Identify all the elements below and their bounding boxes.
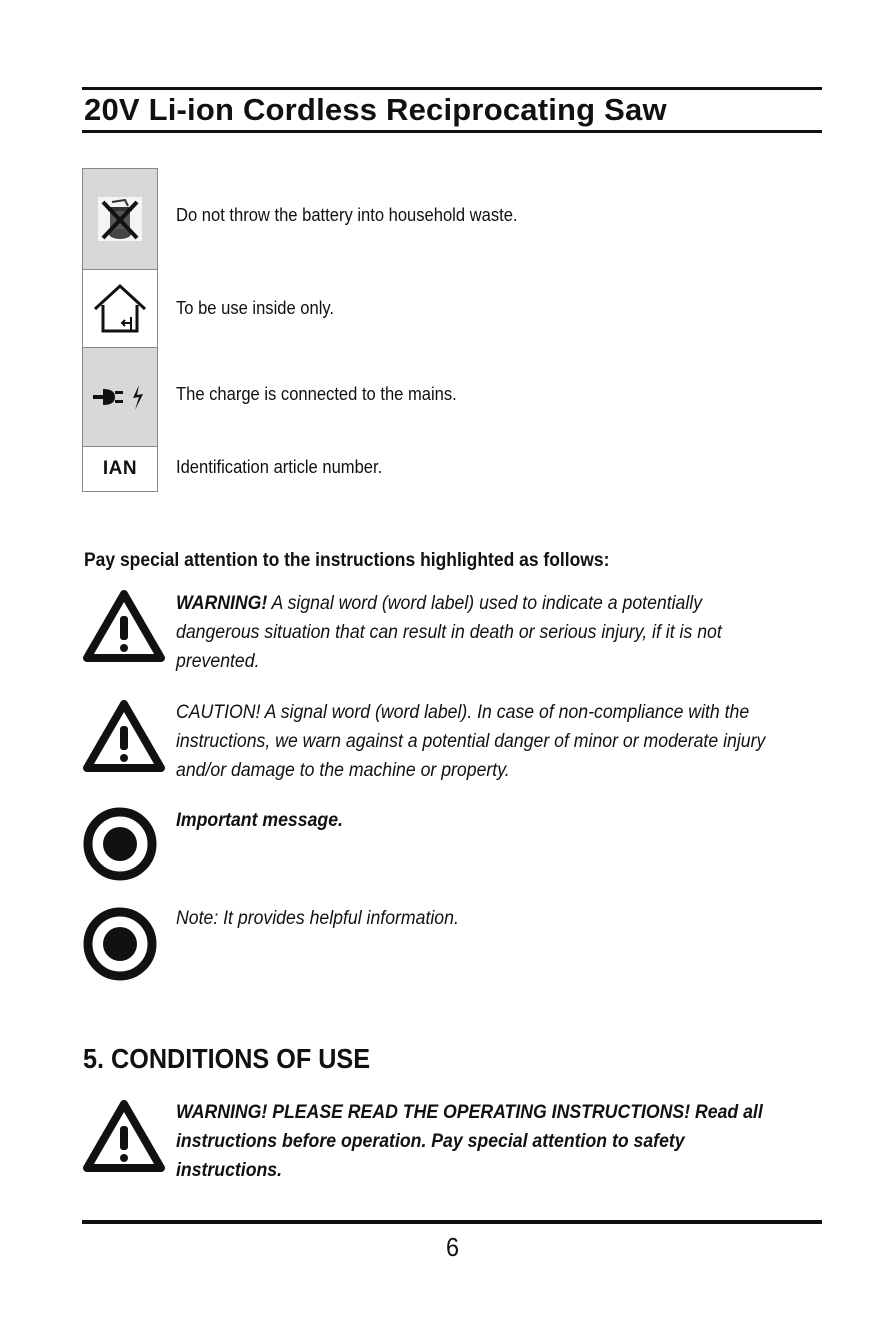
warning-triangle-icon (82, 588, 166, 662)
conditions-warning: WARNING! PLEASE READ THE OPERATING INSTRUCTIONS! Read all instructions before operation. Pay special attention to safety instructions. (176, 1102, 763, 1181)
info-circle-icon (82, 806, 158, 882)
bottom-rule (82, 1220, 822, 1224)
symbol-cell-bin (83, 169, 157, 270)
symbol-description: To be use inside only. (176, 298, 335, 318)
important-notice (176, 806, 790, 835)
crossed-out-bin-icon (95, 194, 145, 244)
section-heading: 5. CONDITIONS OF USE (83, 1043, 371, 1074)
symbol-cell-house (83, 270, 157, 348)
attention-heading: Pay special attention to the instructions highlighted as follows: (84, 550, 610, 571)
document-title: 20V Li-ion Cordless Reciprocating Saw (84, 92, 667, 127)
top-rule (82, 87, 822, 90)
indoor-house-icon (92, 283, 148, 335)
symbol-table (82, 168, 158, 492)
page-number: 6 (445, 1232, 460, 1262)
symbol-cell-ian (83, 447, 157, 492)
title-rule (82, 130, 822, 133)
caution-notice: CAUTION! A signal word (word label). In case of non-compliance with the instructions, we warn against a potential danger of minor or moderate injury and/or damage to the machine or property. (176, 702, 766, 781)
symbol-description: Do not throw the battery into household waste. (176, 205, 518, 225)
warning-triangle-icon (82, 698, 166, 772)
warning-lead: WARNING! (176, 593, 268, 614)
symbol-description: Identification article number. (176, 457, 383, 477)
warning-text: A signal word (word label) used to indicate a potentially dangerous situation that can result in death or serious injury, if it is not prevented. (176, 593, 722, 672)
symbol-description: The charge is connected to the mains. (176, 384, 457, 404)
mains-plug-icon (91, 382, 149, 412)
symbol-cell-plug (83, 348, 157, 447)
important-lead: Important message. (176, 810, 343, 831)
warning-triangle-icon (82, 1098, 166, 1172)
ian-label: IAN (102, 458, 138, 479)
note-notice: Note: It provides helpful information. (176, 908, 459, 929)
info-circle-icon (82, 906, 158, 982)
warning-notice (176, 589, 790, 676)
